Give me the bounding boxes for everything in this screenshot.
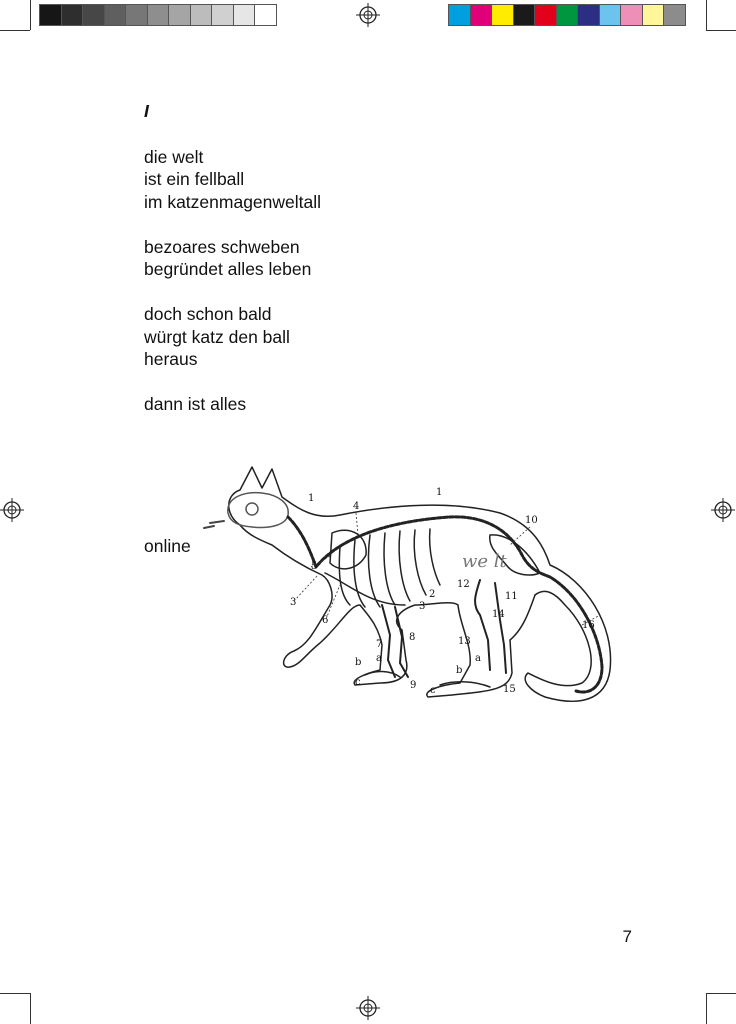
page-number: 7 — [622, 927, 632, 946]
gray-swatch — [125, 4, 148, 26]
skeleton-label: 14 — [492, 609, 505, 620]
label-leader-line — [326, 585, 340, 619]
skeleton-label: c — [355, 677, 361, 688]
gray-swatch — [233, 4, 256, 26]
gray-swatch — [147, 4, 170, 26]
color-swatch — [620, 4, 643, 26]
color-swatch — [491, 4, 514, 26]
label-leader-line — [294, 575, 318, 601]
skeleton-label: 11 — [505, 591, 518, 602]
skeleton-label: 15 — [503, 684, 516, 695]
skeleton-label: 6 — [322, 615, 329, 626]
label-leader-line — [356, 513, 358, 535]
skeleton-label: 8 — [409, 632, 416, 643]
poem-line: bezoares schweben — [144, 236, 300, 257]
poem-stanza — [144, 393, 321, 416]
gray-swatch — [168, 4, 191, 26]
gray-swatch — [61, 4, 84, 26]
poem-line: würgt katz den ball — [144, 326, 290, 347]
color-swatch — [448, 4, 471, 26]
skeleton-label: b — [456, 665, 463, 676]
skeleton-label: 4 — [353, 501, 360, 512]
registration-mark-icon — [711, 498, 735, 522]
poem-last-word: online — [144, 536, 191, 556]
color-swatch — [663, 4, 686, 26]
poem-body — [144, 146, 321, 416]
skeleton-label: 13 — [458, 636, 471, 647]
poem-line: ist ein fellball — [144, 169, 245, 189]
skeleton-label: 16 — [582, 620, 595, 631]
registration-mark-icon — [356, 996, 380, 1020]
color-swatch — [470, 4, 493, 26]
poem-stanza — [144, 146, 321, 214]
poem-stanza — [144, 236, 321, 281]
poem-line: im katzenmagenweltall — [144, 191, 322, 212]
gray-swatch — [39, 4, 62, 26]
skeleton-label: 3 — [290, 597, 297, 608]
color-calibration-bar — [448, 4, 685, 26]
poem-line: begründet alles leben — [144, 259, 312, 279]
skeleton-label: 10 — [525, 515, 538, 526]
skeleton-label: a — [475, 653, 481, 664]
color-swatch — [599, 4, 622, 26]
poem-stanza — [144, 303, 321, 371]
skeleton-label: 1 — [308, 493, 315, 504]
poem-line: doch schon bald — [144, 304, 272, 324]
registration-mark-icon — [356, 3, 380, 27]
color-swatch — [513, 4, 536, 26]
skeleton-label: 2 — [429, 589, 436, 600]
registration-mark-icon — [0, 498, 24, 522]
gray-swatch — [211, 4, 234, 26]
gray-swatch — [104, 4, 127, 26]
skeleton-label: 7 — [376, 639, 383, 650]
color-swatch — [642, 4, 665, 26]
skeleton-label: a — [376, 653, 382, 664]
gray-swatch — [190, 4, 213, 26]
color-swatch — [556, 4, 579, 26]
skeleton-label: 9 — [410, 680, 417, 691]
skeleton-label: b — [355, 657, 362, 668]
skeleton-label: 1 — [436, 487, 443, 498]
poem-line: heraus — [144, 349, 198, 369]
gray-swatch — [254, 4, 277, 26]
skeleton-label: 3 — [419, 601, 426, 612]
skeleton-label: 12 — [457, 579, 470, 590]
color-swatch — [577, 4, 600, 26]
poem — [144, 100, 321, 438]
handwriting: we lt — [462, 551, 507, 572]
poem-line: die welt — [144, 146, 204, 167]
skeleton-label: 5 — [311, 561, 318, 572]
poem-title: I — [144, 101, 149, 121]
skeleton-label: c — [430, 685, 436, 696]
grayscale-calibration-bar — [39, 4, 276, 26]
cat-skeleton-illustration — [190, 455, 630, 715]
color-swatch — [534, 4, 557, 26]
gray-swatch — [82, 4, 105, 26]
poem-line: dann ist alles — [144, 394, 247, 414]
